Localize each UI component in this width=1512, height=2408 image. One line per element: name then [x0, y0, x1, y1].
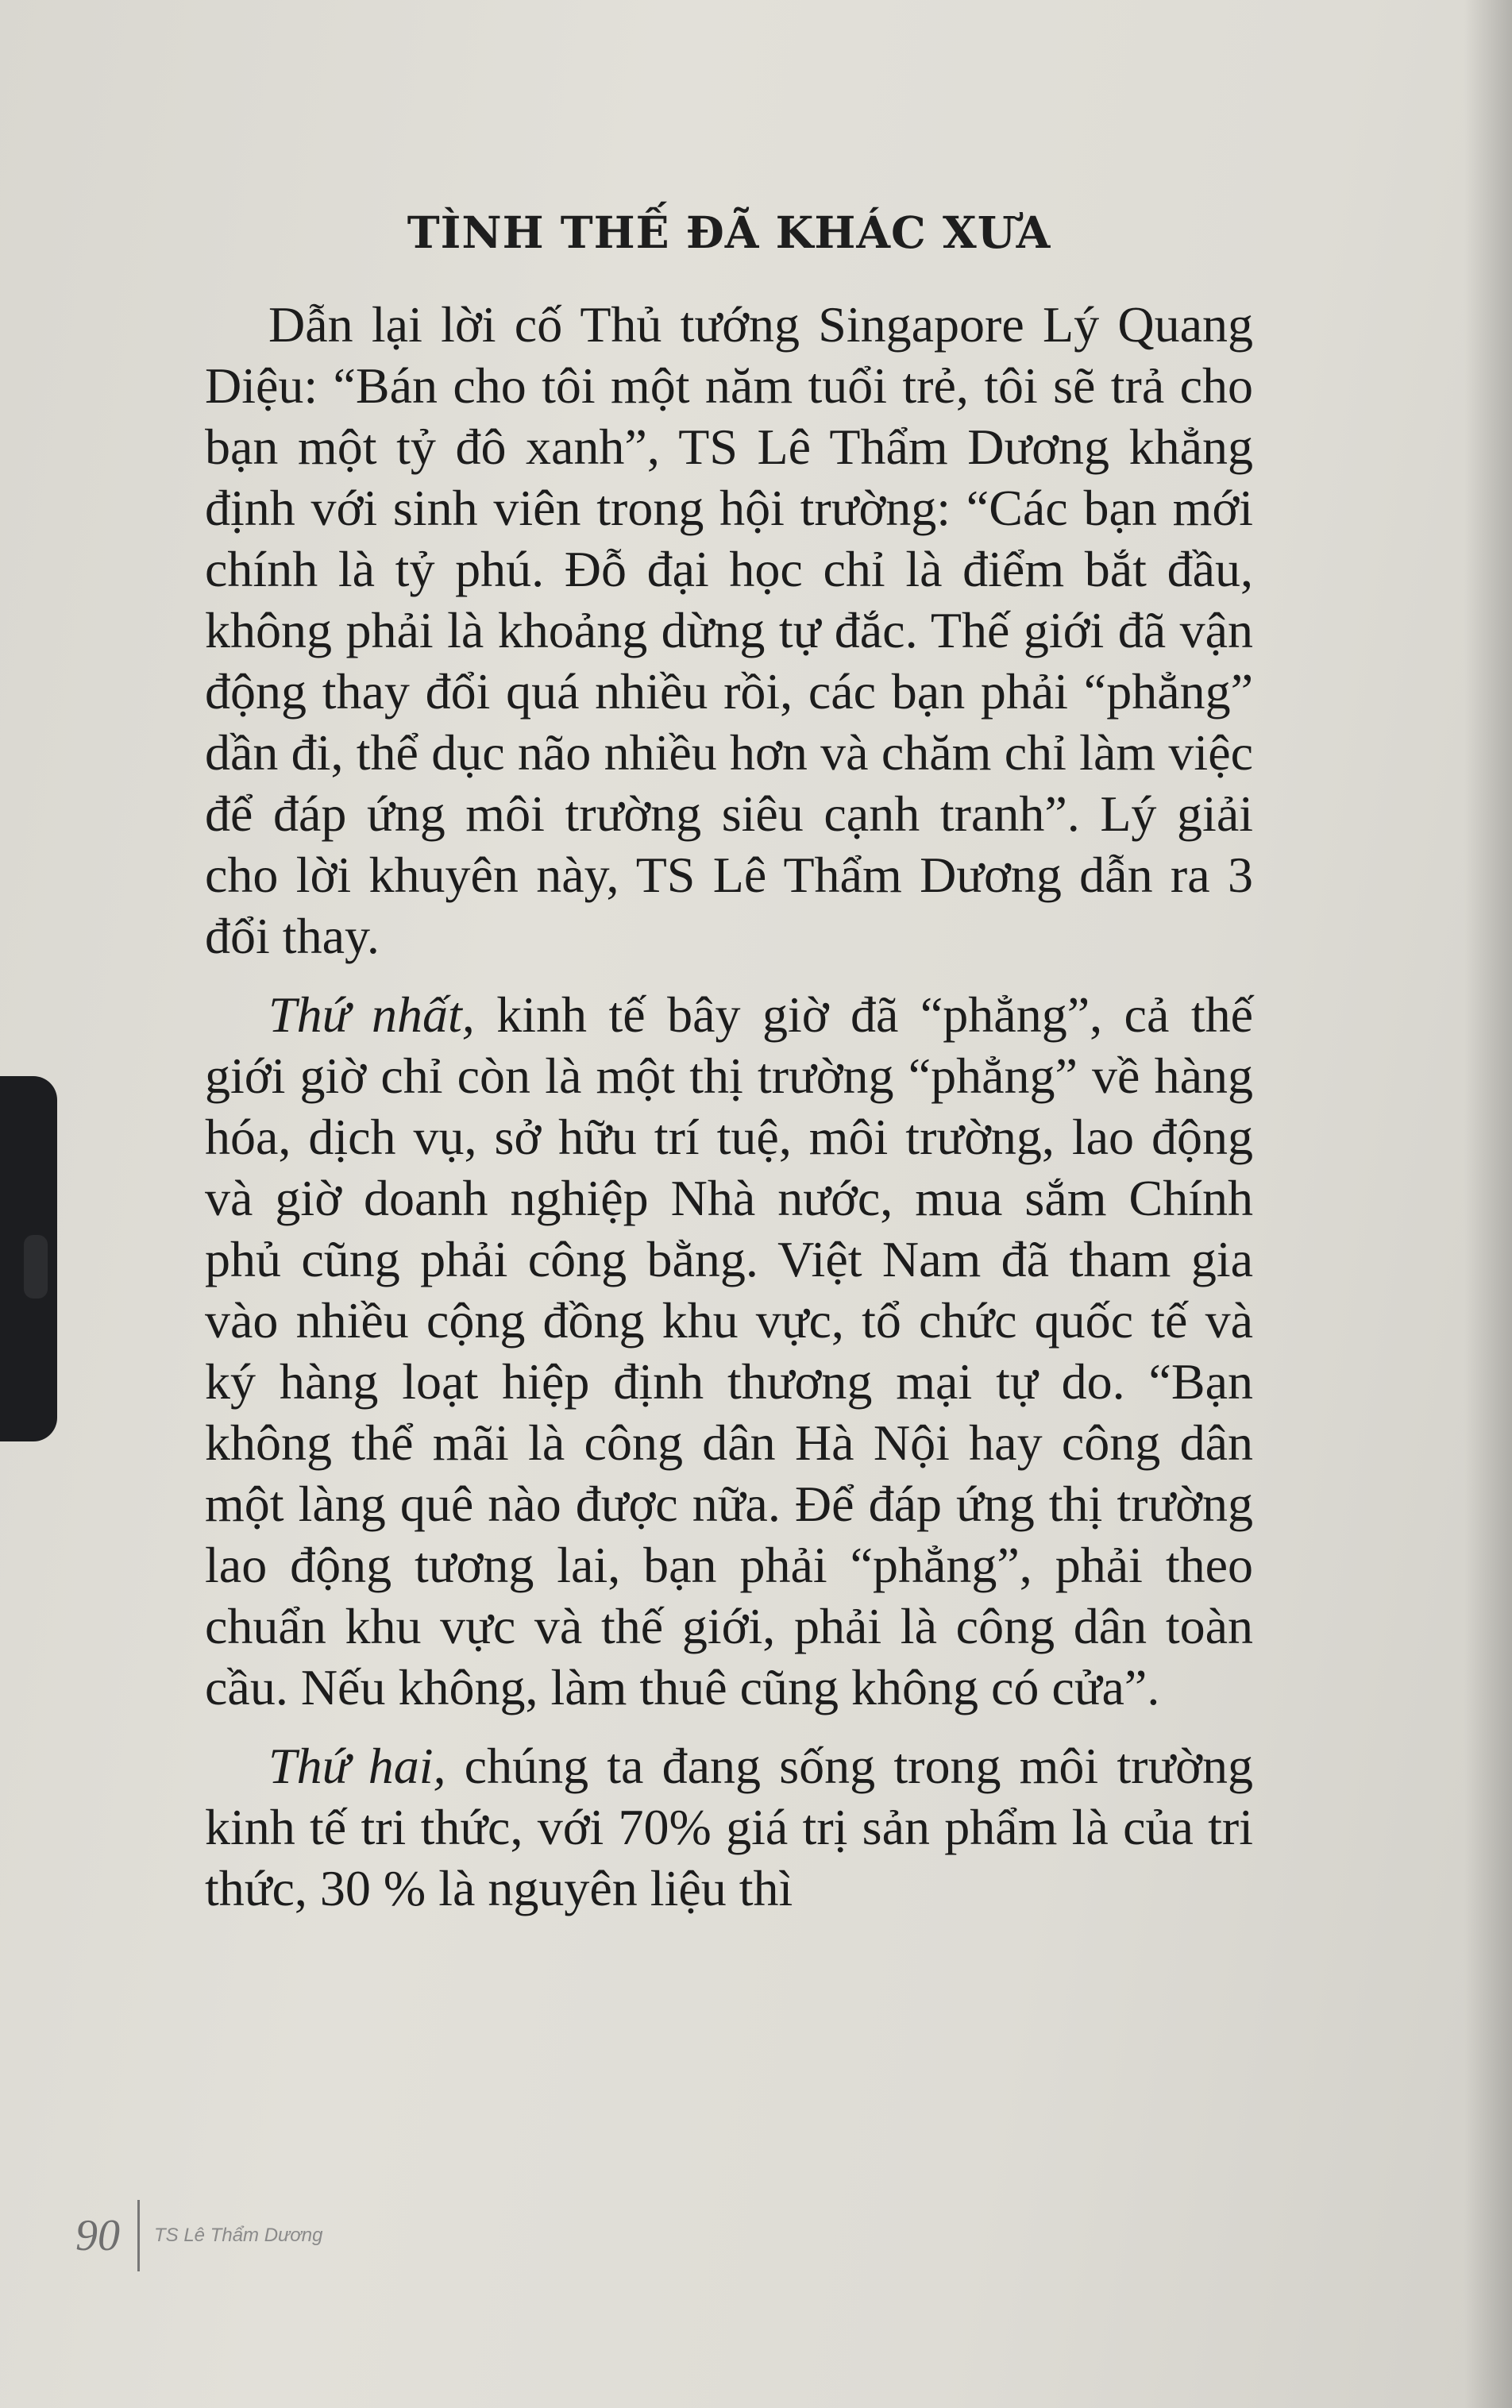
page-footer: [75, 2200, 322, 2271]
chapter-title: TÌNH THẾ ĐÃ KHÁC XƯA: [407, 206, 1051, 258]
page-content: [205, 206, 1253, 1936]
page-number: 90: [75, 2200, 140, 2271]
paragraph-1: [205, 294, 1253, 967]
binding-clip: [0, 1076, 57, 1441]
paragraph-2-text: kinh tế bây giờ đã “phẳng”, cả thế giới giờ chỉ còn là một thị trường “phẳng” về hàng hóa, dịch vụ, sở hữu trí tuệ, môi trường, lao động và giờ doanh nghiệp Nhà nước, mua sắm Chính phủ cũng phải công bằng. Việt Nam đã tham gia vào nhiều cộng đồng khu vực, tổ chức quốc tế và ký hàng loạt hiệp định thương mại tự do. “Bạn không thể mãi là công dân Hà Nội hay công dân một làng quê nào được nữa. Để đáp ứng thị trường lao động tương lai, bạn phải “phẳng”, phải theo chuẩn khu vực và thế giới, phải là công dân toàn cầu. Nếu không, làm thuê cũng không có cửa”.: [205, 986, 1254, 1715]
paragraph-3: [205, 1735, 1253, 1919]
paragraph-3-lead: Thứ hai,: [268, 1738, 446, 1794]
paragraph-2-lead: Thứ nhất,: [268, 986, 475, 1043]
paragraph-1-text: Dẫn lại lời cố Thủ tướng Singapore Lý Quang Diệu: “Bán cho tôi một năm tuổi trẻ, tôi sẽ trả cho bạn một tỷ đô xanh”, TS Lê Thẩm Dương khẳng định với sinh viên trong hội trường: “Các bạn mới chính là tỷ phú. Đỗ đại học chỉ là điểm bắt đầu, không phải là khoảng dừng tự đắc. Thế giới đã vận động thay đổi quá nhiều rồi, các bạn phải “phẳng” dần đi, thể dục não nhiều hơn và chăm chỉ làm việc để đáp ứng môi trường siêu cạnh tranh”. Lý giải cho lời khuyên này, TS Lê Thẩm Dương dẫn ra 3 đổi thay.: [205, 296, 1253, 964]
paragraph-3-text: chúng ta đang sống trong môi trường kinh tế tri thức, với 70% giá trị sản phẩm là của tri thức, 30 % là nguyên liệu thì: [205, 1738, 1254, 1916]
running-header: TS Lê Thẩm Dương: [154, 2225, 323, 2246]
paragraph-2: [205, 984, 1253, 1718]
